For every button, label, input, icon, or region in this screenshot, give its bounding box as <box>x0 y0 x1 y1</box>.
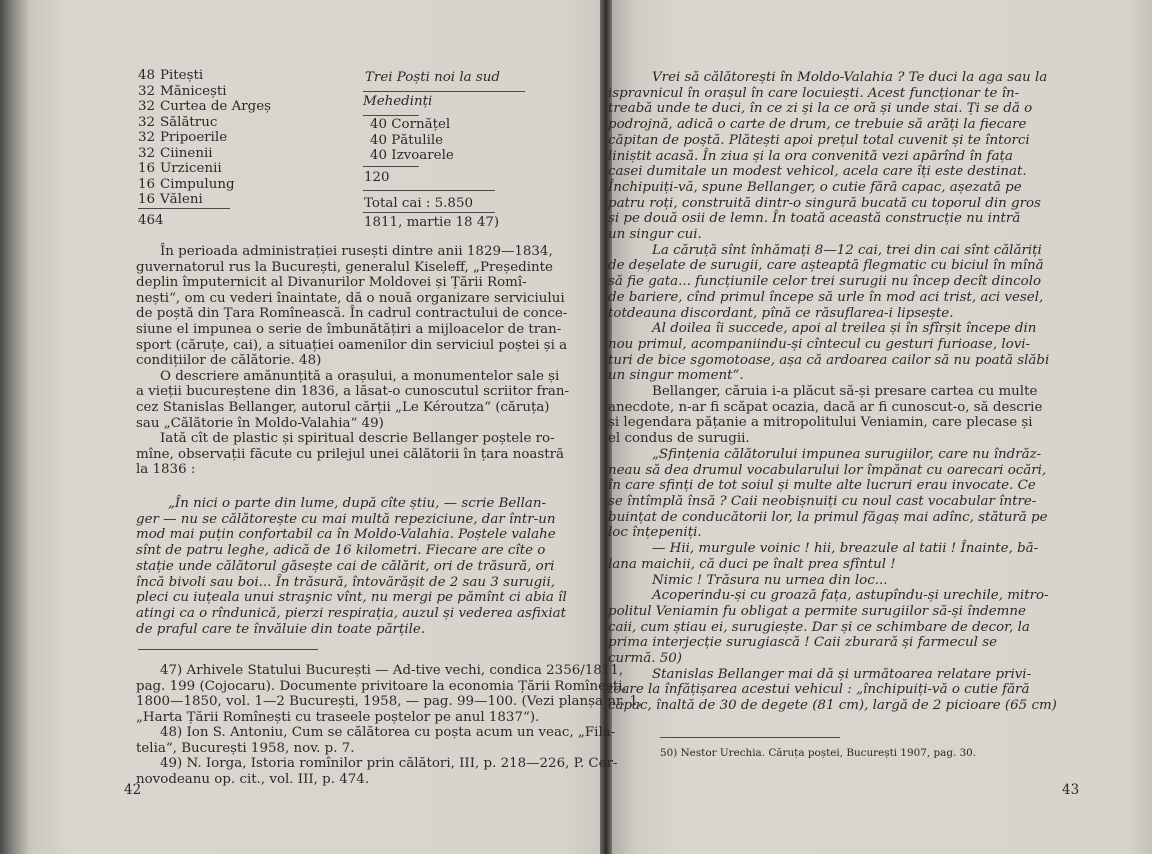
text-line: Al doilea îi succede, apoi al treilea și în sfîrșit începe din <box>652 321 1037 337</box>
footnote-line: „Harta Țării Romînești cu traseele poștelor pe anul 1837“). <box>136 709 540 725</box>
text-line: buințat de conducătorii lor, la primul făgaș mai adînc, stătură pe <box>608 509 1048 525</box>
table-left-place: Văleni <box>160 192 203 207</box>
table-left-row <box>138 68 271 84</box>
table-right-row: 40 Pătulile <box>370 132 444 148</box>
text-line: cez Stanislas Bellanger, autorul cărții „Le Kéroutza“ (căruța) <box>136 399 550 415</box>
text-line: lana maichii, că duci pe înalt prea sfîntul ! <box>608 556 896 572</box>
table-left-count: 32 <box>138 130 156 145</box>
text-line: el condus de surugii. <box>608 431 750 447</box>
text-line: de deșelate de surugii, care așteaptă flegmatic cu biciul în mînă <box>608 258 1044 274</box>
footnote-line: 1800—1850, vol. 1—2 București, 1958, — pag. 99—100. (Vezi planșa nr. 1, <box>136 694 643 709</box>
text-line: neau să dea drumul vocabularului lor împănat cu oarecari ocări, <box>608 462 1047 478</box>
text-line: nou primul, acompaniindu-și cîntecul cu gesturi furioase, lovi- <box>608 336 1031 352</box>
table-right-total-rule <box>363 190 495 191</box>
text-line: a vieții bucureștene din 1836, a lăsat-o cunoscutul scriitor fran- <box>136 384 570 400</box>
quote-line: atingi ca o rîndunică, pierzi respirația, auzul și vederea asfixiat <box>136 605 566 621</box>
text-line: în care sfinți de tot soiul și multe alte lucruri erau invocate. Ce <box>608 478 1036 494</box>
table-right-date-rule <box>363 212 495 213</box>
table-left-place: Urzicenii <box>160 161 222 176</box>
table-left-row <box>138 192 271 208</box>
text-line: sport (căruțe, cai), a situației oamenilor din serviciul poștei și a <box>136 337 568 353</box>
quote-line: ger — nu se călătorește cu mai multă repeziciune, dar într-un <box>136 511 556 527</box>
text-line: ispravnicul în orașul în care locuiești. Acest funcționar te în- <box>608 85 1020 101</box>
text-line: liniștit acasă. În ziua și la ora convenită vezi apărînd în fața <box>608 148 1013 164</box>
text-line: siune el impunea o serie de îmbunătățiri a mijloacelor de tran- <box>136 321 562 337</box>
table-left-place: Curtea de Argeș <box>160 99 272 114</box>
quote-line: de praful care te învăluie din toate părțile. <box>136 621 426 637</box>
text-line: de poștă din Țara Romînească. În cadrul contractului de conce- <box>136 306 568 322</box>
text-line: casei dumitale un modest vehicol, acela care îți este destinat. <box>608 164 1027 180</box>
text-line: „Sfințenia călătorului impunea surugiilor, care nu îndrăz- <box>652 446 1042 462</box>
table-right-subheading: Mehedinți <box>363 94 433 109</box>
text-line: un singur moment“. <box>608 368 744 384</box>
table-left-count: 16 <box>138 192 156 207</box>
text-line: prima interjecție surugiască ! Caii zburară și farmecul se <box>608 635 997 651</box>
text-line: Nimic ! Trăsura nu urnea din loc... <box>652 572 888 588</box>
right-page-number: 43 <box>1062 782 1080 798</box>
table-left-total: 464 <box>138 213 164 228</box>
footnote-line: telia“, București 1958, nov. p. 7. <box>136 740 355 756</box>
table-right-heading: Trei Poști noi la sud <box>365 70 500 85</box>
text-line: se întîmplă însă ? Caii neobișnuiți cu noul cast vocabular între- <box>608 493 1037 509</box>
text-line: totdeauna discordant, pînă ce răsuflarea-i lipsește. <box>608 305 954 321</box>
table-left-count: 32 <box>138 114 156 130</box>
table-left-rule <box>138 208 230 209</box>
text-line: O descriere amănunțită a orașului, a monumentelor sale și <box>160 368 560 384</box>
table-left-row <box>138 177 271 193</box>
table-left-count: 32 <box>138 99 156 114</box>
text-line: patru roți, construită dintr-o singură bucată cu toporul din gros <box>608 195 1041 211</box>
table-left-place: Mănicești <box>160 83 227 99</box>
text-line: — Hii, murgule voinic ! hii, breazule al tatii ! Înainte, bă- <box>652 541 1039 557</box>
table-left <box>138 68 271 208</box>
footnote-line: pag. 199 (Cojocaru). Documente privitoare la economia Țării Romînești, <box>136 678 627 694</box>
text-line: podrojnă, adică o carte de drum, ce trebuie să arăți la fiecare <box>608 117 1027 133</box>
table-left-row <box>138 130 271 146</box>
left-quote-text <box>136 496 567 637</box>
table-left-place: Pripoerile <box>160 130 228 145</box>
text-line: turi de bice sgomotoase, așa că ardoarea cailor să nu poată slăbi <box>608 352 1050 368</box>
table-left-row <box>138 161 271 177</box>
table-right-sum-rule <box>363 166 419 167</box>
text-line: mîne, observații făcute cu prilejul unei călătorii în țara noastră <box>136 446 565 462</box>
footnote-line: 48) Ion S. Antoniu, Cum se călătorea cu poșta acum un veac, „Fila- <box>160 725 616 740</box>
quote-line: stație unde călătorul găsește cai de călărit, ori de trăsură, ori <box>136 558 555 574</box>
quote-line: sînt de patru leghe, adică de 16 kilometri. Fiecare are cîte o <box>136 543 546 559</box>
quote-line: mod mai puțin confortabil ca în Moldo-Valahia. Poștele valahe <box>136 527 556 543</box>
footnote-line: novodeanu op. cit., vol. III, p. 474. <box>136 771 370 787</box>
left-footnote-rule <box>138 649 318 650</box>
footnote-line: 49) N. Iorga, Istoria romînilor prin călători, III, p. 218—226, P. Cer- <box>160 756 618 771</box>
text-line: Bellanger, căruia i-a plăcut să-și presare cartea cu multe <box>652 384 1038 400</box>
text-line: sau „Călătorie în Moldo-Valahia“ 49) <box>136 415 384 431</box>
right-body-text <box>608 70 1057 714</box>
text-line: un singur cui. <box>608 227 702 243</box>
text-line: politul Veniamin fu obligat a permite surugiilor să-și îndemne <box>608 603 1026 619</box>
quote-line: „În nici o parte din lume, după cîte știu, — scrie Bellan- <box>168 496 547 511</box>
table-right-row: 40 Cornățel <box>370 117 451 132</box>
table-right-total: Total cai : 5.850 <box>364 196 473 211</box>
text-line: Închipuiți-vă, spune Bellanger, o cutie fără capac, așezată pe <box>608 179 1022 195</box>
table-left-count: 48 <box>138 68 156 83</box>
text-line: La căruță sînt înhămați 8—12 cai, trei din cai sînt călăriți <box>652 242 1042 258</box>
table-left-place: Ciinenii <box>160 145 213 161</box>
table-left-row <box>138 115 271 131</box>
table-left-count: 16 <box>138 161 156 176</box>
quote-line: pleci cu iuțeala unui straşnic vînt, nu mergi pe pămînt ci abia îl <box>136 590 567 606</box>
text-line: toare la înfățișarea acestui vehicul : „închipuiți-vă o cutie fără <box>608 682 1030 698</box>
quote-line: încă bivoli sau boi... În trăsură, întovărășit de 2 sau 3 surugii, <box>136 574 555 590</box>
text-line: guvernatorul rus la București, generalul Kiseleff, „Președinte <box>136 259 553 275</box>
left-page-number: 42 <box>124 782 142 798</box>
text-line: Iată cît de plastic și spiritual descrie Bellanger poștele ro- <box>160 431 555 447</box>
table-left-count: 16 <box>138 176 156 192</box>
text-line: Vrei să călătorești în Moldo-Valahia ? Te duci la aga sau la <box>652 70 1048 85</box>
text-line: În perioada administrației rusești dintre anii 1829—1834, <box>160 244 553 259</box>
right-footnote: 50) Nestor Urechia. Căruța poștei, București 1907, pag. 30. <box>660 747 977 759</box>
table-left-count: 32 <box>138 83 156 99</box>
table-left-place: Pitești <box>160 68 204 83</box>
text-line: căpitan de poștă. Plătești apoi prețul total cuvenit și te întorci <box>608 132 1030 148</box>
table-left-row <box>138 84 271 100</box>
text-line: la 1836 : <box>136 462 196 478</box>
left-footnotes <box>136 663 642 787</box>
text-line: Acoperindu-și cu groază fața, astupîndu-și urechile, mitro- <box>652 588 1049 604</box>
text-line: de bariere, cînd primul începe să urle în mod aci trist, aci vesel, <box>608 289 1044 305</box>
text-line: nești“, om cu vederi înaintate, dă o nouă organizare serviciului <box>136 290 565 306</box>
table-right-row: 40 Izvoarele <box>370 148 454 163</box>
text-line: condițiilor de călătorie. 48) <box>136 353 322 369</box>
text-line: caii, cum știau ei, surugiește. Dar și ce schimbare de decor, la <box>608 619 1030 635</box>
text-line: anecdote, n-ar fi scăpat ocazia, dacă ar fi cunoscut-o, să descrie <box>608 399 1043 415</box>
left-body-text <box>136 244 569 478</box>
text-line: să fie gata... funcțiunile celor trei surugii nu încep decît dincolo <box>608 274 1042 290</box>
table-right-sum: 120 <box>364 170 390 185</box>
table-right-date: 1811, martie 18 47) <box>364 215 500 230</box>
table-right-rows <box>370 117 454 164</box>
text-line: deplin împuternicit al Divanurilor Moldovei și Țării Romî- <box>136 275 527 291</box>
table-left-row <box>138 146 271 162</box>
text-line: capac, înaltă de 30 de degete (81 cm), largă de 2 picioare (65 cm) <box>608 698 1057 714</box>
footnote-line: 47) Arhivele Statului București — Ad-tive vechi, condica 2356/1811, <box>160 663 624 678</box>
text-line: Stanislas Bellanger mai dă și următoarea relatare privi- <box>652 666 1032 682</box>
table-left-place: Sălătruc <box>160 114 218 130</box>
text-line: și legendara pățanie a mitropolitului Veniamin, care plecase și <box>608 415 1033 431</box>
table-left-count: 32 <box>138 145 156 161</box>
text-line: și pe două osii de lemn. În toată această construcție nu intră <box>608 211 1021 227</box>
text-line: treabă unde te duci, în ce zi și la ce oră și unde stai. Ți se dă o <box>608 101 1033 117</box>
table-right-sub-rule <box>363 115 419 116</box>
right-footnote-rule <box>660 737 840 738</box>
text-line: curmă. 50) <box>608 651 682 667</box>
table-right-heading-rule <box>363 91 525 92</box>
table-left-place: Cimpulung <box>160 176 235 192</box>
table-left-row <box>138 99 271 115</box>
text-line: loc înțepeniți. <box>608 525 702 541</box>
